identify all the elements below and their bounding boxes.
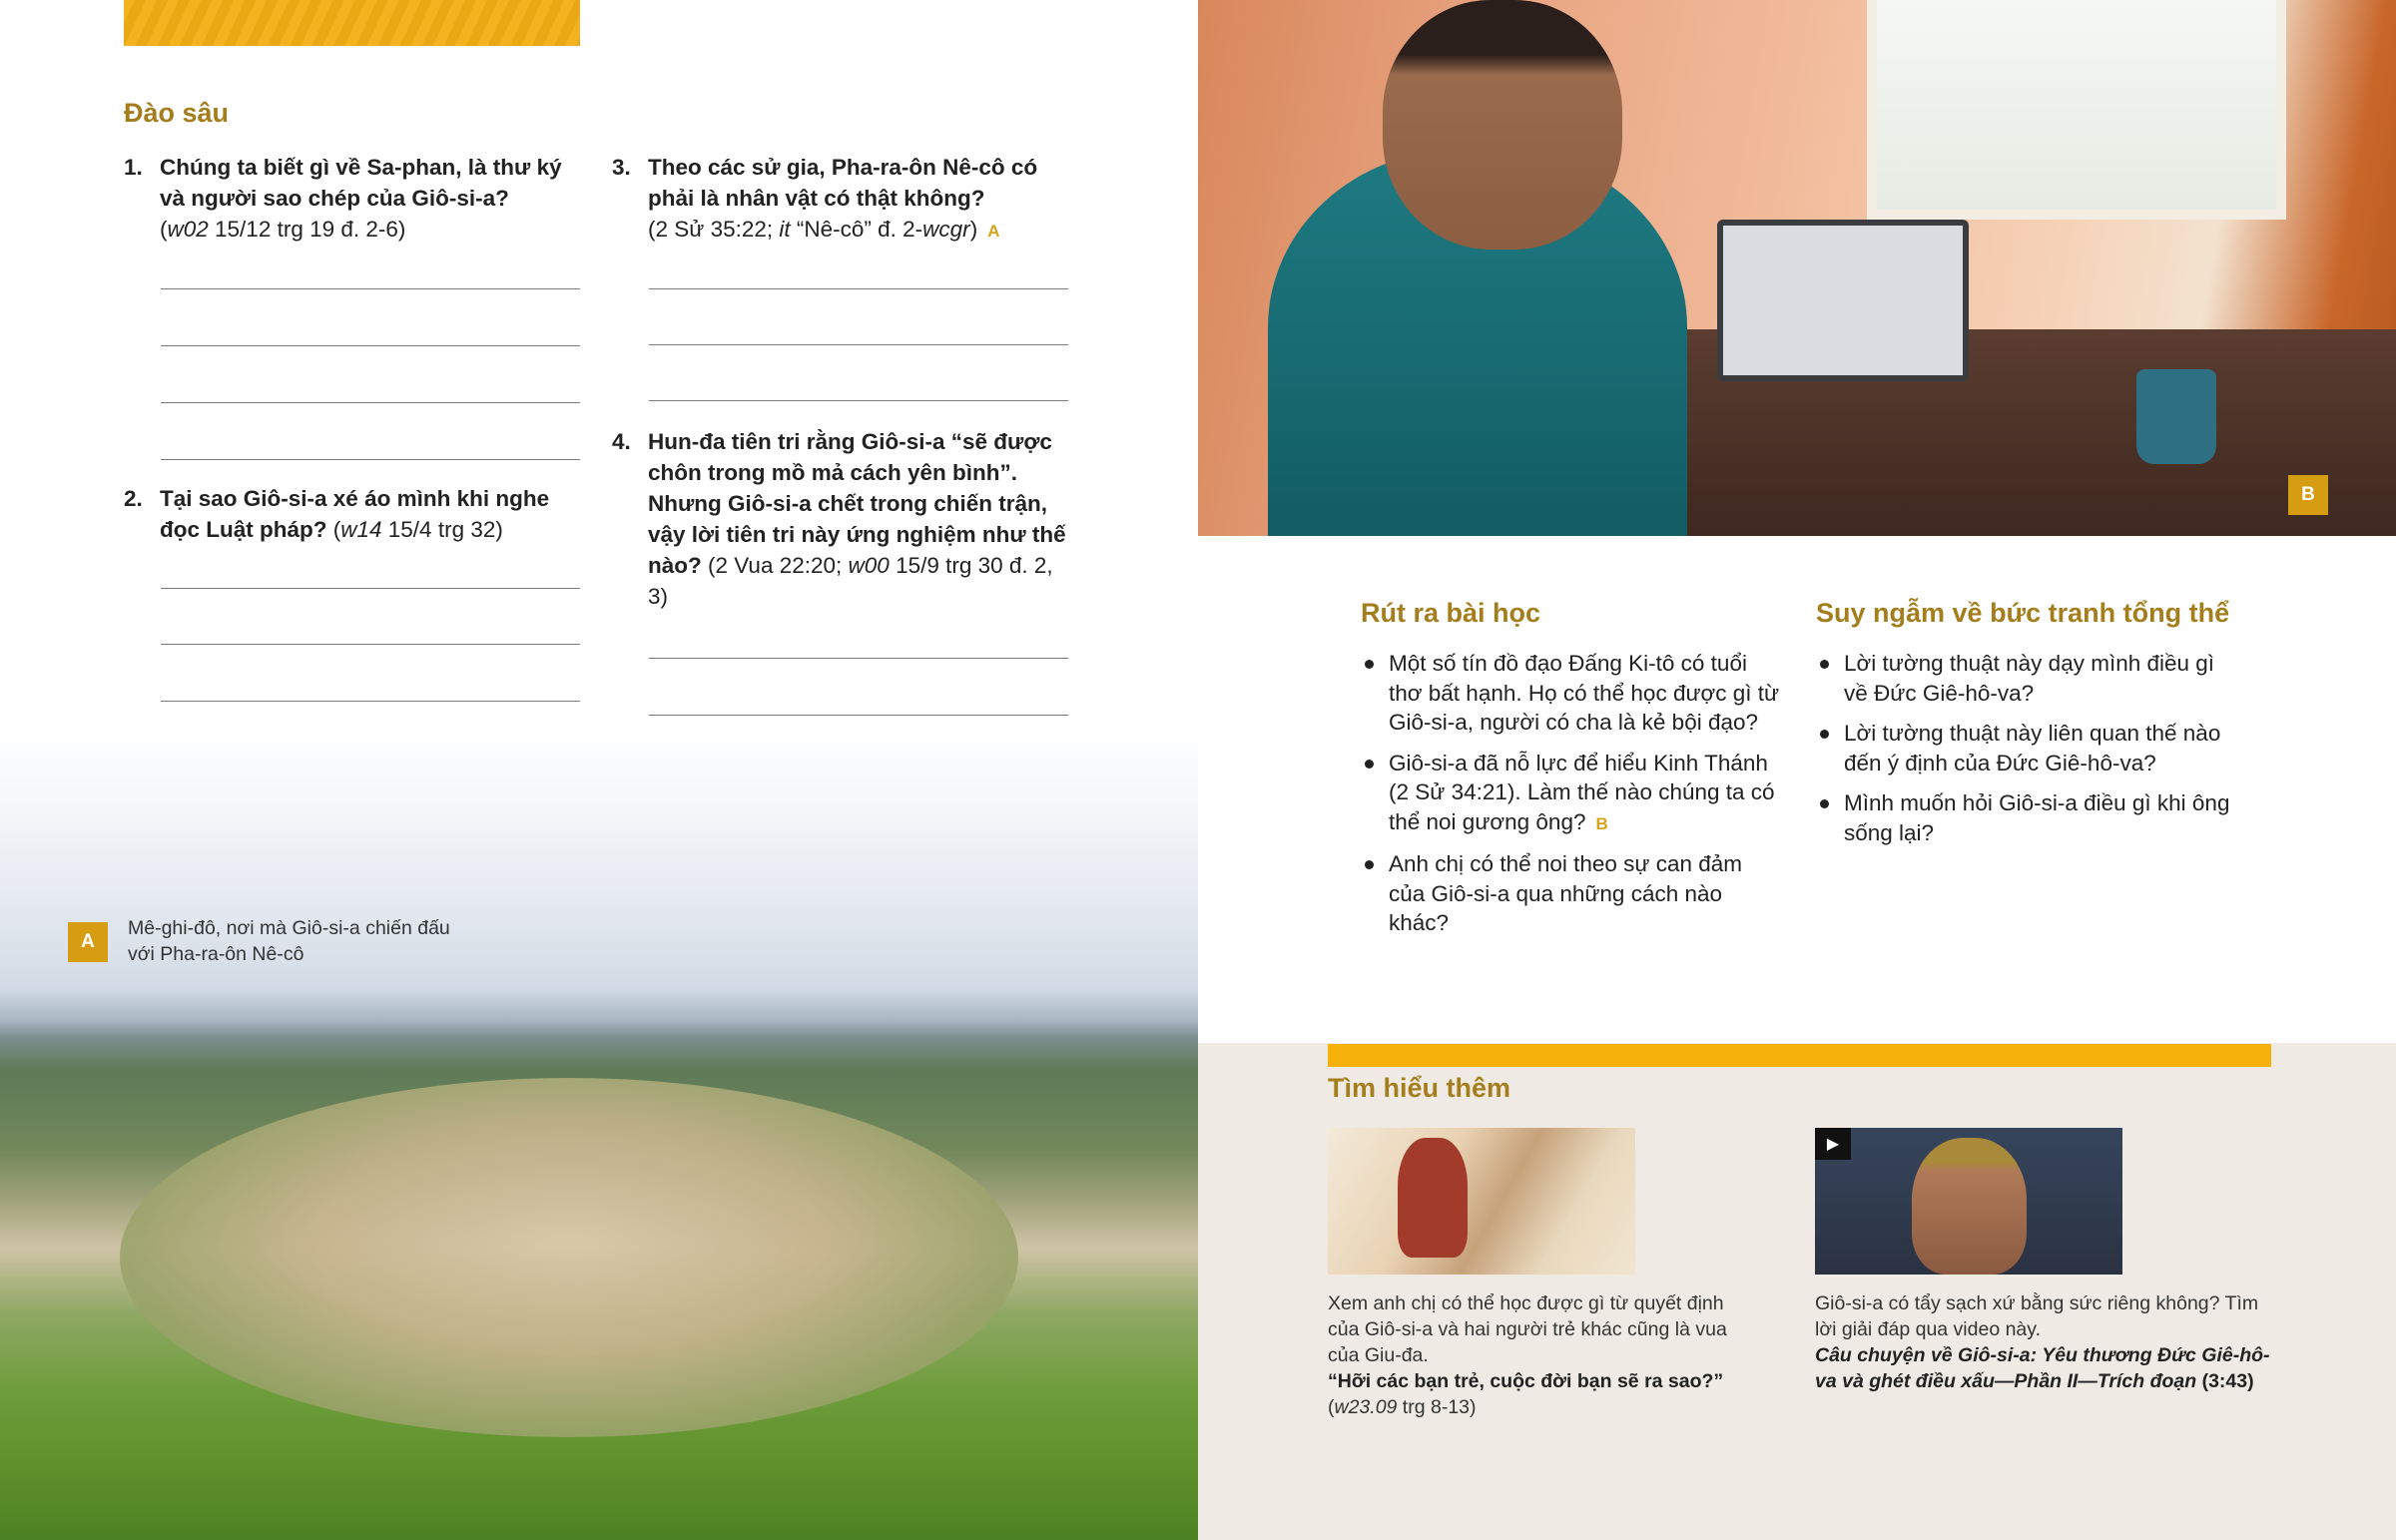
- question-number: 3.: [612, 155, 631, 180]
- decorative-top-band: [124, 0, 580, 46]
- video-description: Giô-si-a có tẩy sạch xứ bằng sức riêng không? Tìm lời giải đáp qua video này.: [1815, 1292, 2259, 1340]
- play-icon[interactable]: ▶: [1815, 1128, 1851, 1160]
- question-2: [124, 483, 583, 553]
- section-heading-dao-sau: Đào sâu: [124, 98, 230, 128]
- lesson-item: Anh chị có thể noi theo sự can đảm của Giô-si-a qua những cách nào khác?: [1361, 849, 1780, 938]
- article-title-link[interactable]: “Hỡi các bạn trẻ, cuộc đời bạn sẽ ra sao?”: [1328, 1370, 1724, 1392]
- big-picture-item: Mình muốn hỏi Giô-si-a điều gì khi ông sống lại?: [1816, 788, 2235, 847]
- question-text: Theo các sử gia, Pha-ra-ôn Nê-cô có phải là nhân vật có thật không?: [648, 155, 1038, 211]
- learn-more-accent-bar: [1328, 1044, 2271, 1067]
- lesson-list: [1361, 649, 1780, 949]
- article-reference: (w23.09 trg 8-13): [1328, 1396, 1477, 1418]
- question-4: [612, 426, 1071, 609]
- big-picture-item: Lời tường thuật này liên quan thế nào đến ý định của Đức Giê-hô-va?: [1816, 719, 2235, 777]
- question-text: Hun-đa tiên tri rằng Giô-si-a “sẽ được chôn trong mồ mả cách yên bình”. Nhưng Giô-si-a chết trong chiến trận, vậy lời tiên tri này ứng nghiệm như thế nào?: [648, 429, 1066, 578]
- question-3: [612, 152, 1071, 242]
- big-picture-item: Lời tường thuật này dạy mình điều gì về Đức Giê-hô-va?: [1816, 649, 2235, 708]
- question-reference: (w14 15/4 trg 32): [326, 517, 503, 542]
- answer-line[interactable]: [649, 400, 1068, 401]
- photo-laptop: [1717, 220, 1969, 381]
- answer-line[interactable]: [161, 701, 580, 702]
- answer-line[interactable]: [161, 644, 580, 645]
- lesson-item: Giô-si-a đã nỗ lực để hiểu Kinh Thánh (2 Sử 34:21). Làm thế nào chúng ta có thể noi gương ông? B: [1361, 749, 1780, 839]
- article-thumbnail-figure: [1398, 1138, 1468, 1258]
- question-number: 2.: [124, 486, 143, 511]
- answer-line[interactable]: [649, 715, 1068, 716]
- big-picture-list: [1816, 649, 2235, 858]
- photo-tag-b: B: [2288, 475, 2328, 515]
- answer-line[interactable]: [161, 402, 580, 403]
- lesson-heading: Rút ra bài học: [1361, 598, 1541, 628]
- answer-line[interactable]: [161, 345, 580, 346]
- lesson-item: Một số tín đồ đạo Đấng Ki-tô có tuổi thơ bất hạnh. Họ có thể học được gì từ Giô-si-a, người có cha là kẻ bội đạo?: [1361, 649, 1780, 738]
- answer-line[interactable]: [649, 288, 1068, 289]
- video-thumbnail-figure: [1912, 1138, 2027, 1275]
- video-card: [1815, 1290, 2274, 1394]
- answer-line[interactable]: [161, 288, 580, 289]
- question-text: Tại sao Giô-si-a xé áo mình khi nghe đọc Luật pháp?: [160, 486, 550, 542]
- answer-line[interactable]: [649, 658, 1068, 659]
- learn-more-heading: Tìm hiểu thêm: [1328, 1073, 1511, 1103]
- article-thumbnail[interactable]: [1328, 1128, 1635, 1275]
- question-reference: (2 Vua 22:20; w00 15/9 trg 30 đ. 2, 3): [648, 553, 1053, 609]
- question-number: 4.: [612, 429, 631, 454]
- article-card: [1328, 1290, 1757, 1420]
- image-marker-b[interactable]: B: [1595, 813, 1608, 833]
- photo-caption-a: Mê-ghi-đô, nơi mà Giô-si-a chiến đấu với Pha-ra-ôn Nê-cô: [128, 917, 450, 965]
- question-reference: (2 Sử 35:22; it “Nê-cô” đ. 2-wcgr): [648, 217, 978, 242]
- photo-mug: [2136, 369, 2216, 464]
- megiddo-tel-ruins: [120, 1078, 1018, 1437]
- photo-person-head: [1383, 0, 1622, 250]
- photo-tag-a: A: [68, 922, 108, 962]
- big-picture-heading: Suy ngẫm về bức tranh tổng thể: [1816, 598, 2230, 628]
- question-1: [124, 152, 583, 242]
- question-number: 1.: [124, 155, 143, 180]
- article-description: Xem anh chị có thể học được gì từ quyết định của Giô-si-a và hai người trẻ khác cũng là vua của Giu-đa.: [1328, 1292, 1727, 1366]
- question-reference: (w02 15/12 trg 19 đ. 2-6): [160, 217, 406, 242]
- video-title-link[interactable]: Câu chuyện về Giô-si-a: Yêu thương Đức Giê-hô-va và ghét điều xấu—Phần II—Trích đoạn (3:43): [1815, 1344, 2270, 1392]
- photo-window: [1867, 0, 2286, 220]
- image-marker-a[interactable]: A: [987, 222, 1000, 241]
- answer-line[interactable]: [161, 459, 580, 460]
- answer-line[interactable]: [161, 588, 580, 589]
- answer-line[interactable]: [649, 344, 1068, 345]
- question-text: Chúng ta biết gì về Sa-phan, là thư ký và người sao chép của Giô-si-a?: [160, 155, 562, 211]
